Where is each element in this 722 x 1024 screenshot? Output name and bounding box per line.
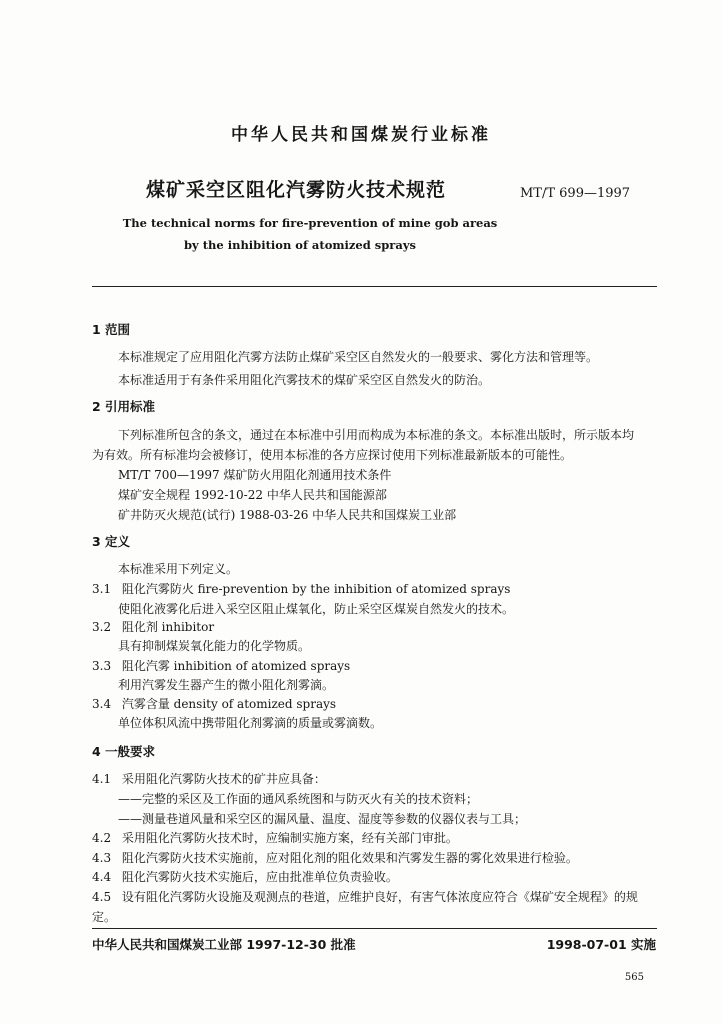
requirement-4-4 xyxy=(92,868,398,885)
definition-3-4 xyxy=(92,695,336,712)
english-title-line2: by the inhibition of atomized sprays xyxy=(184,238,416,252)
footer-divider xyxy=(92,928,657,929)
definition-3-3 xyxy=(92,657,350,674)
requirement-4-5-cont: 定。 xyxy=(92,910,117,924)
section-4-heading: 4 一般要求 xyxy=(92,744,156,759)
requirement-4-2 xyxy=(92,829,458,846)
definition-3-1-text: 使阻化液雾化后进入采空区阻止煤氧化，防止采空区煤炭自然发火的技术。 xyxy=(118,602,515,616)
definition-term: 阻化汽雾防火 fire-prevention by the inhibition of atomized sprays xyxy=(121,582,511,596)
definition-term: 阻化汽雾 inhibition of atomized sprays xyxy=(121,659,351,673)
definition-term: 汽雾含量 density of atomized sprays xyxy=(121,697,337,711)
definitions-intro: 本标准采用下列定义。 xyxy=(118,562,239,576)
requirement-text: 阻化汽雾防火技术实施后，应由批准单位负责验收。 xyxy=(121,870,398,884)
english-title-line1: The technical norms for fire-prevention of mine gob areas xyxy=(122,216,498,230)
section-2-para-line2: 为有效。所有标准均会被修订，使用本标准的各方应探讨使用下列标准最新版本的可能性。 xyxy=(92,448,573,462)
definition-3-2-text: 具有抑制煤炭氧化能力的化学物质。 xyxy=(118,639,311,653)
requirement-number: 4.1 xyxy=(92,772,112,786)
definition-number: 3.1 xyxy=(92,582,112,596)
requirement-text: 设有阻化汽雾防火设施及观测点的巷道，应维护良好，有害气体浓度应符合《煤矿安全规程》的规 xyxy=(121,890,638,904)
requirement-number: 4.5 xyxy=(92,890,112,904)
requirement-number: 4.2 xyxy=(92,831,112,845)
effective-date: 1998-07-01 实施 xyxy=(546,937,656,952)
requirement-number: 4.3 xyxy=(92,851,112,865)
requirement-text: 阻化汽雾防火技术实施前，应对阻化剂的阻化效果和汽雾发生器的雾化效果进行检验。 xyxy=(121,851,578,865)
section-1-para-2: 本标准适用于有条件采用阻化汽雾技术的煤矿采空区自然发火的防治。 xyxy=(118,373,491,387)
section-1-para-1: 本标准规定了应用阻化汽雾方法防止煤矿采空区自然发火的一般要求、雾化方法和管理等。 xyxy=(118,350,599,364)
definition-number: 3.3 xyxy=(92,659,112,673)
definition-3-2 xyxy=(92,618,214,635)
requirement-text: 采用阻化汽雾防火技术的矿井应具备： xyxy=(121,772,326,786)
requirement-text: 采用阻化汽雾防火技术时，应编制实施方案，经有关部门审批。 xyxy=(121,831,458,845)
standard-title: 煤矿采空区阻化汽雾防火技术规范 xyxy=(146,179,447,201)
page-number: 565 xyxy=(624,972,644,983)
definition-3-3-text: 利用汽雾发生器产生的微小阻化剂雾滴。 xyxy=(118,678,335,692)
issue-date: 中华人民共和国煤炭工业部 1997-12-30 批准 xyxy=(92,937,356,952)
requirement-4-5 xyxy=(92,888,638,905)
standard-code: MT/T 699—1997 xyxy=(520,186,631,201)
definition-number: 3.4 xyxy=(92,697,112,711)
definition-3-4-text: 单位体积风流中携带阻化剂雾滴的质量或雾滴数。 xyxy=(118,716,383,730)
requirement-4-1-item-b: ——测量巷道风量和采空区的漏风量、温度、湿度等参数的仪器仪表与工具； xyxy=(118,812,527,826)
reference-1: MT/T 700—1997 煤矿防火用阻化剂通用技术条件 xyxy=(118,468,392,482)
section-2-para-line1: 下列标准所包含的条文，通过在本标准中引用而构成为本标准的条文。本标准出版时，所示版本均 xyxy=(118,428,635,442)
requirement-4-1-item-a: ——完整的采区及工作面的通风系统图和与防灭火有关的技术资料； xyxy=(118,792,479,806)
requirement-4-1 xyxy=(92,770,326,787)
definition-number: 3.2 xyxy=(92,620,112,634)
definition-term: 阻化剂 inhibitor xyxy=(121,620,215,634)
requirement-4-3 xyxy=(92,849,578,866)
section-1-heading: 1 范围 xyxy=(92,322,131,337)
section-2-heading: 2 引用标准 xyxy=(92,399,156,414)
org-title: 中华人民共和国煤炭行业标准 xyxy=(231,125,491,145)
reference-3: 矿井防灭火规范(试行) 1988-03-26 中华人民共和国煤炭工业部 xyxy=(118,508,457,522)
header-divider xyxy=(92,286,657,287)
section-3-heading: 3 定义 xyxy=(92,534,131,549)
reference-2: 煤矿安全规程 1992-10-22 中华人民共和国能源部 xyxy=(118,488,387,502)
requirement-number: 4.4 xyxy=(92,870,112,884)
definition-3-1 xyxy=(92,580,510,597)
